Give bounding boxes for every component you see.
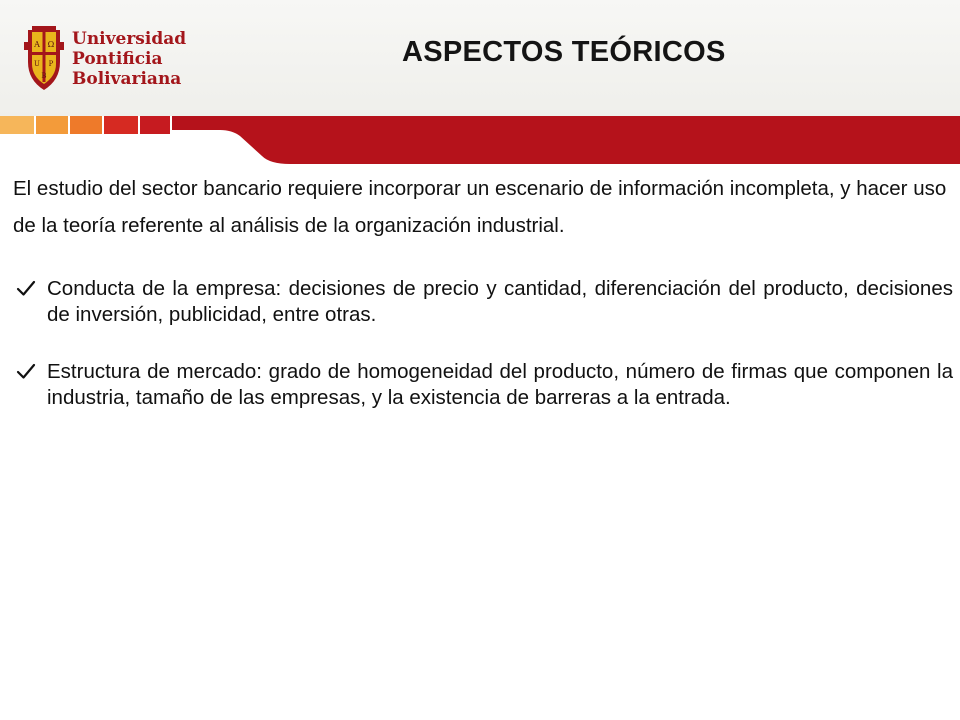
check-icon — [15, 360, 37, 382]
intro-paragraph: El estudio del sector bancario requiere incorporar un escenario de información incompleta, y hacer uso de la teoría referente al análisis de la organización industrial. — [13, 177, 947, 237]
bullet-text: Conducta de la empresa: decisiones de precio y cantidad, diferenciación del producto, decisiones de inversión, publicidad, entre otras. — [47, 277, 953, 326]
slide-body — [13, 170, 953, 442]
logo-line-2: Pontificia — [72, 49, 163, 69]
bullet-text: Estructura de mercado: grado de homogeneidad del producto, número de firmas que componen la industria, tamaño de las empresas, y la existencia de barreras a la entrada. — [47, 360, 953, 409]
svg-text:P: P — [48, 60, 54, 68]
university-logo — [22, 22, 202, 94]
decorative-band — [0, 112, 960, 164]
svg-text:A: A — [34, 40, 40, 49]
svg-text:U: U — [34, 60, 40, 68]
svg-text:Ω: Ω — [47, 40, 55, 49]
svg-text:B: B — [41, 72, 47, 80]
bullet-item-estructura — [13, 359, 953, 411]
check-icon — [15, 277, 37, 299]
bullet-item-conducta — [13, 276, 953, 328]
slide-title: ASPECTOS TEÓRICOS — [402, 36, 726, 68]
slide-header — [0, 0, 960, 118]
bullet-list — [13, 276, 953, 411]
shield-icon — [24, 26, 64, 90]
logo-line-1: Universidad — [72, 29, 187, 49]
logo-line-3: Bolivariana — [72, 69, 182, 89]
